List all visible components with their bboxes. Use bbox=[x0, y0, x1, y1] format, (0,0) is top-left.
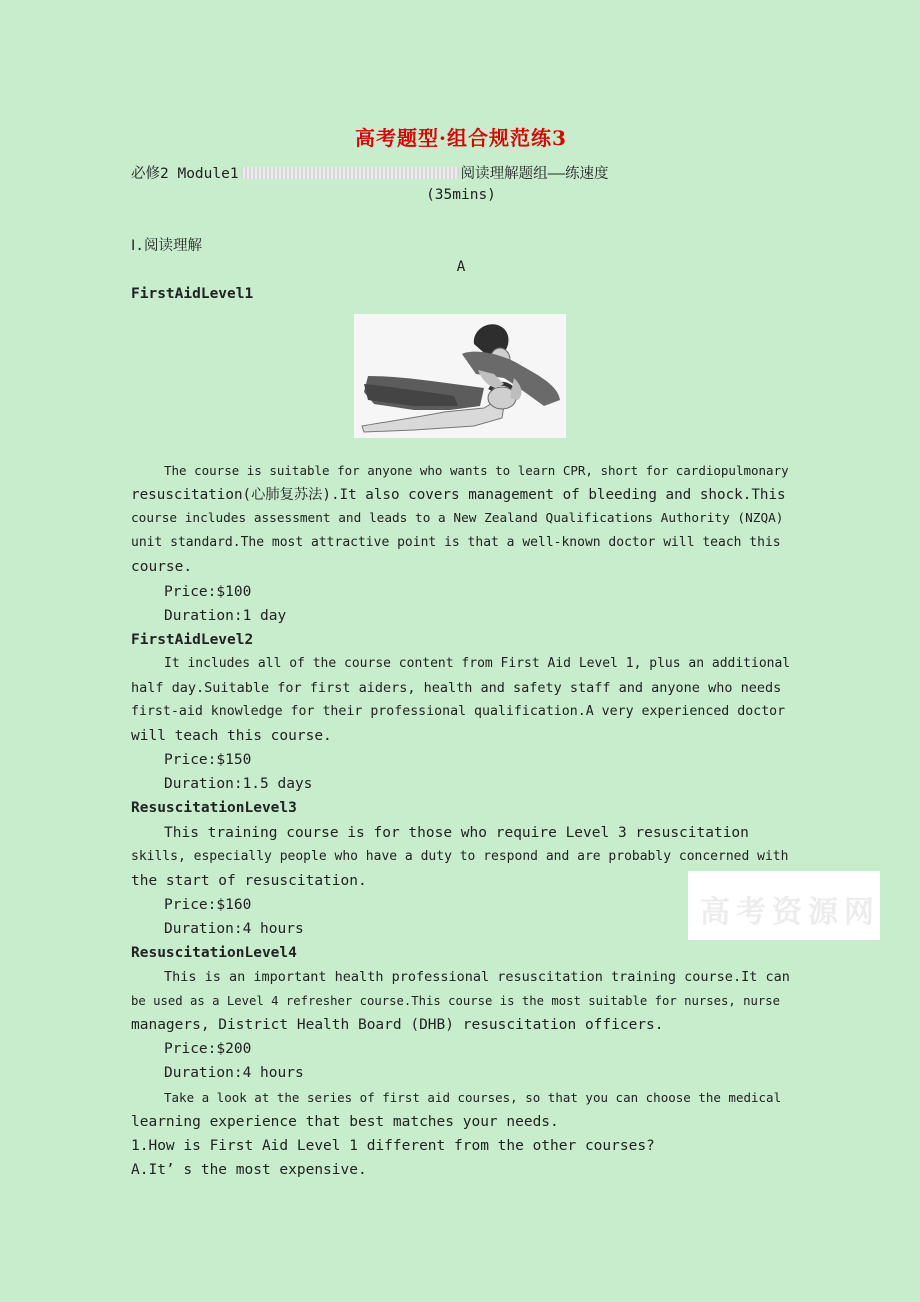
course-desc-line: unit standard.The most attractive point is that a well-known doctor will teach this bbox=[131, 535, 781, 551]
page-title: 高考题型·组合规范练3 bbox=[355, 126, 567, 150]
subtitle-line bbox=[131, 162, 791, 183]
course-duration: Duration:1.5 days bbox=[164, 776, 313, 793]
course-desc-line: skills, especially people who have a duty to respond and are probably concerned with bbox=[131, 848, 789, 864]
image-spacer bbox=[131, 306, 791, 459]
course-price: Price:$150 bbox=[164, 752, 252, 769]
course-desc-line: It includes all of the course content from First Aid Level 1, plus an additional bbox=[164, 655, 791, 671]
closing-line: Take a look at the series of first aid courses, so that you can choose the medical bbox=[164, 1089, 782, 1105]
course-title: ResuscitationLevel4 bbox=[131, 944, 297, 961]
course-duration: Duration:4 hours bbox=[164, 1065, 304, 1082]
course-title: FirstAidLevel1 bbox=[131, 286, 254, 302]
course-desc-line: first-aid knowledge for their professional qualification.A very experienced doctor bbox=[131, 704, 786, 720]
answer-option-a: A.It’ s the most expensive. bbox=[131, 1161, 367, 1178]
course-price: Price:$100 bbox=[164, 583, 252, 600]
course-price: Price:$200 bbox=[164, 1041, 252, 1058]
course-price: Price:$160 bbox=[164, 896, 252, 913]
course-title: ResuscitationLevel3 bbox=[131, 800, 297, 817]
fill-blank-bar bbox=[241, 167, 459, 179]
course-desc-line: will teach this course. bbox=[131, 728, 332, 745]
course-desc-line: course includes assessment and leads to a New Zealand Qualifications Authority (NZQA) bbox=[131, 511, 784, 527]
exercise-label: 阅读理解题组——练速度 bbox=[460, 166, 609, 182]
course-desc-line: resuscitation(心肺复苏法).It also covers management of bleeding and shock.This bbox=[131, 487, 786, 504]
question-stem: 1.How is First Aid Level 1 different from the other courses? bbox=[131, 1137, 655, 1154]
course-desc-line: managers, District Health Board (DHB) resuscitation officers. bbox=[131, 1017, 664, 1034]
section-heading: Ⅰ.阅读理解 bbox=[131, 238, 203, 254]
passage-body bbox=[131, 282, 791, 1182]
course-title: FirstAidLevel2 bbox=[131, 631, 254, 648]
course-desc-line: This training course is for those who require Level 3 resuscitation bbox=[164, 824, 749, 841]
course-duration: Duration:1 day bbox=[164, 607, 287, 624]
course-desc-line: course. bbox=[131, 559, 193, 576]
course-desc-line: This is an important health professional resuscitation training course.It can bbox=[164, 969, 790, 986]
watermark-text: 高考资源网 bbox=[700, 895, 880, 930]
course-duration: Duration:4 hours bbox=[164, 920, 304, 937]
course-desc-line: the start of resuscitation. bbox=[131, 872, 367, 889]
course-desc-line: The course is suitable for anyone who wants to learn CPR, short for cardiopulmonary bbox=[164, 463, 789, 479]
course-desc-line: be used as a Level 4 refresher course.This course is the most suitable for nurses, nurse bbox=[131, 994, 781, 1009]
module-label: 必修2 Module1 bbox=[131, 166, 239, 182]
watermark-logo bbox=[688, 871, 880, 940]
time-limit: (35mins) bbox=[426, 187, 496, 203]
closing-line: learning experience that best matches your needs. bbox=[131, 1113, 559, 1130]
passage-letter: A bbox=[456, 259, 466, 275]
course-desc-line: half day.Suitable for first aiders, health and safety staff and anyone who needs bbox=[131, 679, 782, 696]
